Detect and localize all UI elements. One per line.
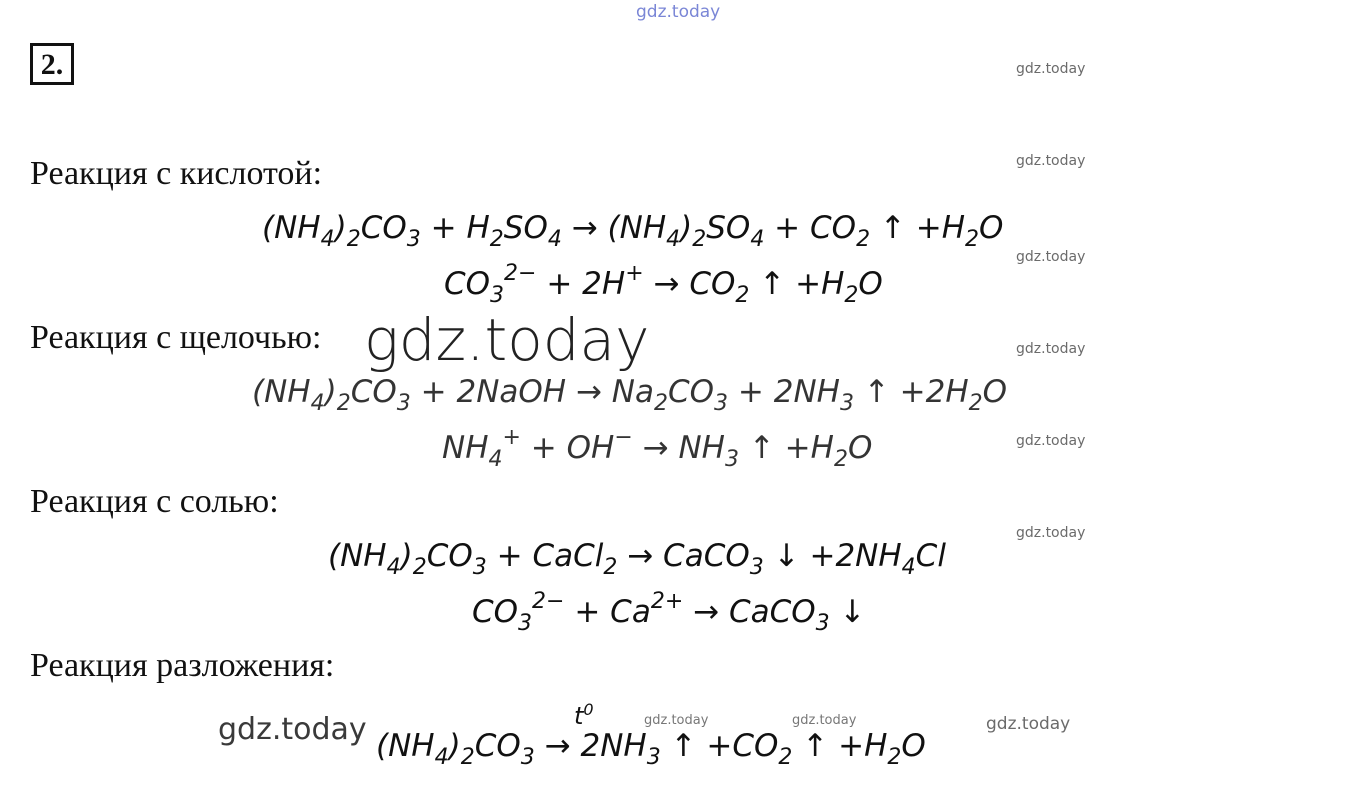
watermark-big: gdz.today: [364, 306, 650, 374]
arrow-condition-label: $t^0$: [574, 700, 594, 730]
equation-acid-molecular: $(NH_4)_2CO_3 + H_2SO_4 \to (NH_4)_2SO_4 + CO_2$ ↑ $+H_2O$: [262, 210, 1004, 252]
watermark-side: gdz.today: [1016, 153, 1086, 169]
watermark-side: gdz.today: [1016, 61, 1086, 77]
heading-salt-reaction: Реакция с солью:: [30, 483, 279, 520]
watermark-side: gdz.today: [1016, 525, 1086, 541]
watermark-side: gdz.today: [1016, 433, 1086, 449]
heading-alkali-reaction: Реакция с щелочью:: [30, 319, 322, 356]
problem-number: 2.: [30, 43, 74, 85]
equation-salt-molecular: $(NH_4)_2CO_3$ + CaCl$_2$ → CaCO$_3$ ↓ $+2NH_4Cl$: [328, 538, 946, 580]
watermark-bottom-left: gdz.today: [218, 712, 367, 747]
watermark-bottom-mini: gdz.today: [644, 713, 709, 728]
equation-decomposition: $(NH_4)_2CO_3 \to 2NH_3$ ↑ $+CO_2$ ↑ $+H_2O$: [376, 728, 926, 770]
equation-alkali-ionic: $NH_4^+ + OH^- \to NH_3$ ↑ $+H_2O$: [442, 425, 873, 472]
watermark-bottom-right: gdz.today: [986, 714, 1071, 734]
watermark-side: gdz.today: [1016, 249, 1086, 265]
equation-salt-ionic: $CO_3^{2-} + Ca^{2+}$ → CaCO$_3$ ↓: [472, 589, 866, 636]
equation-alkali-molecular: $(NH_4)_2CO_3$ + 2NaOH → $Na_2CO_3 + 2NH_3$ ↑ $+2H_2O$: [252, 374, 1008, 416]
heading-decomposition-reaction: Реакция разложения:: [30, 647, 335, 684]
equation-acid-ionic: $CO_3^{2-} + 2H^+ \to CO_2$ ↑ $+H_2O$: [444, 261, 883, 308]
watermark-side: gdz.today: [1016, 341, 1086, 357]
watermark-bottom-mini: gdz.today: [792, 713, 857, 728]
watermark-top: gdz.today: [636, 2, 721, 22]
heading-acid-reaction: Реакция с кислотой:: [30, 155, 323, 192]
